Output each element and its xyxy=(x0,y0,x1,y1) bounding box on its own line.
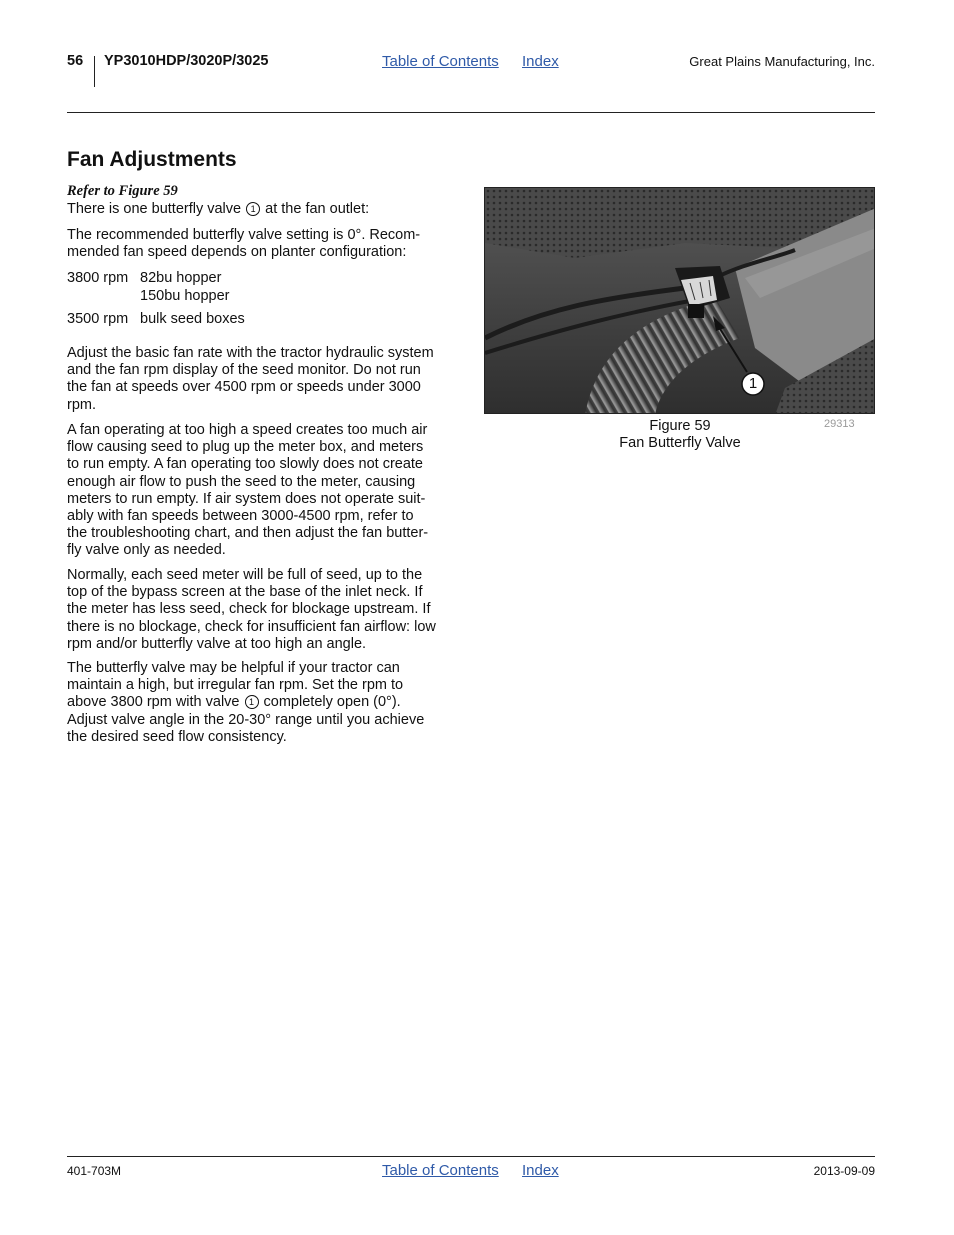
figure-callout-label: 1 xyxy=(748,375,758,392)
p2-line: mended fan speed depends on planter configuration: xyxy=(67,244,407,261)
page-number: 56 xyxy=(67,53,84,69)
p3-line: and the fan rpm display of the seed monitor. Do not run xyxy=(67,362,421,379)
document-number: 401-703M xyxy=(67,1164,122,1178)
p5-line: Normally, each seed meter will be full of seed, up to the xyxy=(67,567,423,583)
p6-line: maintain a high, but irregular fan rpm. Set the rpm to xyxy=(67,677,404,694)
p4-line: meters to run empty. If air system does not operate suit- xyxy=(67,490,426,507)
footer-toc-link[interactable]: Table of Contents xyxy=(382,1162,499,1179)
p6-text: above 3800 rpm with valve xyxy=(67,694,244,711)
callout-marker: 1 xyxy=(245,695,259,709)
p6-line xyxy=(67,694,459,711)
p1-text: There is one butterfly valve xyxy=(67,201,246,217)
paragraph-1 xyxy=(67,201,459,218)
figure-caption-block xyxy=(614,418,746,452)
p4-line: A fan operating at too high a speed creates too much air xyxy=(67,422,428,438)
speed-rpm: 3800 rpm xyxy=(67,270,129,286)
header-divider xyxy=(94,56,95,87)
p5-line: the meter has less seed, check for blockage upstream. If xyxy=(67,601,431,618)
model-name: YP3010HDP/3020P/3025 xyxy=(104,53,269,69)
figure-reference: Refer to Figure 59 xyxy=(67,183,178,199)
figure-number: Figure 59 xyxy=(649,418,711,434)
p4-line: to run empty. A fan operating too slowly does not create xyxy=(67,456,424,473)
paragraph-4 xyxy=(67,422,459,560)
paragraph-6 xyxy=(67,660,459,746)
paragraph-3 xyxy=(67,345,459,414)
header-index-link[interactable]: Index xyxy=(522,53,559,70)
p5-line: top of the bypass screen at the base of the inlet neck. If xyxy=(67,584,423,601)
p4-line: fly valve only as needed. xyxy=(67,542,226,559)
p4-line: ably with fan speeds between 3000-4500 rpm, refer to xyxy=(67,508,414,525)
paragraph-5 xyxy=(67,567,459,653)
speed-config: 82bu hopper xyxy=(140,270,222,286)
paragraph-2 xyxy=(67,227,459,261)
callout-marker: 1 xyxy=(246,202,260,216)
header-toc-link[interactable]: Table of Contents xyxy=(382,53,499,70)
p3-line: rpm. xyxy=(67,396,96,413)
p4-line: the troubleshooting chart, and then adjust the fan butter- xyxy=(67,525,429,542)
speed-config: bulk seed boxes xyxy=(140,311,245,327)
p2-line: The recommended butterfly valve setting is 0°. Recom- xyxy=(67,227,421,243)
p3-line: the fan at speeds over 4500 rpm or speeds under 3000 xyxy=(67,379,421,396)
footer-rule xyxy=(67,1156,875,1157)
speed-config: 150bu hopper xyxy=(140,288,230,304)
p3-line: Adjust the basic fan rate with the tractor hydraulic system xyxy=(67,345,434,361)
header-rule xyxy=(67,112,875,113)
p5-line: there is no blockage, check for insufficient fan airflow: low xyxy=(67,618,436,635)
footer-index-link[interactable]: Index xyxy=(522,1162,559,1179)
p6-line: Adjust valve angle in the 20-30° range until you achieve xyxy=(67,711,425,728)
figure-image-id: 29313 xyxy=(824,418,855,430)
p6-line: the desired seed flow consistency. xyxy=(67,728,287,745)
figure-photo xyxy=(484,187,875,414)
speed-rpm: 3500 rpm xyxy=(67,311,129,327)
p4-line: flow causing seed to plug up the meter box, and meters xyxy=(67,439,424,456)
company-name: Great Plains Manufacturing, Inc. xyxy=(689,54,875,69)
p6-text-end: completely open (0°). xyxy=(259,694,401,711)
p5-line: rpm and/or butterfly valve at too high an angle. xyxy=(67,635,367,652)
figure-caption: Fan Butterfly Valve xyxy=(619,435,741,452)
document-date: 2013-09-09 xyxy=(813,1164,875,1178)
section-title: Fan Adjustments xyxy=(67,148,237,171)
p4-line: enough air flow to push the seed to the meter, causing xyxy=(67,473,416,490)
p6-line: The butterfly valve may be helpful if your tractor can xyxy=(67,660,400,676)
p1-text-end: at the fan outlet: xyxy=(261,201,370,217)
